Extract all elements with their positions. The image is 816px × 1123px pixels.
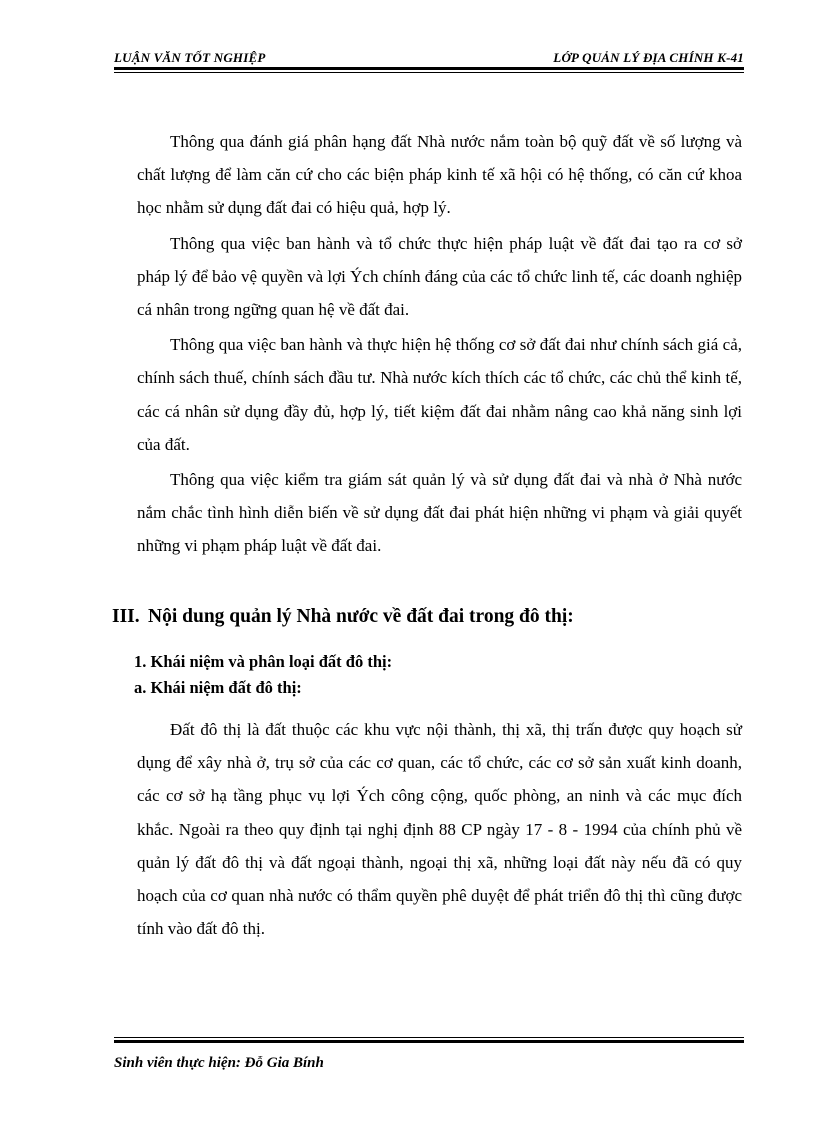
paragraph-5: Đất đô thị là đất thuộc các khu vực nội thành, thị xã, thị trấn được quy hoạch sử dụng để xây nhà ở, trụ sở của các cơ quan, các tổ chức, các cơ sở sản xuất kinh doanh, các cơ sở hạ tầng phục vụ lợi Ých công cộng, quốc phòng, an ninh và các mục đích khắc. Ngoài ra theo quy định tại nghị định 88 CP ngày 17 - 8 - 1994 của chính phủ về quản lý đất đô thị và đất ngoại thành, ngoại thị xã, những loại đất này nếu đã có quy hoạch của cơ quan nhà nước có thẩm quyền phê duyệt để phát triển đô thị thì cũng được tính vào đất đô thị.: [137, 720, 742, 939]
header-right-title: LỚP QUẢN LÝ ĐỊA CHÍNH K-41: [553, 50, 744, 65]
section-number: III.: [112, 606, 140, 627]
footer-rule-thick: [114, 1040, 744, 1043]
header-left-title: LUẬN VĂN TỐT NGHIỆP: [114, 50, 266, 65]
footer-rule-thin: [114, 1037, 744, 1038]
header-rule-thin: [114, 72, 744, 73]
subsection-heading: 1. Khái niệm và phân loại đất đô thị:: [134, 652, 393, 671]
body-block-2: [137, 713, 742, 945]
header-rule-thick: [114, 67, 744, 70]
paragraph-2: Thông qua việc ban hành và tổ chức thực hiện pháp luật về đất đai tạo ra cơ sở pháp lý để bảo vệ quyền và lợi Ých chính đáng của các tổ chức linh tế, các doanh nghiệp cá nhân trong ngững quan hệ về đất đai.: [137, 233, 742, 320]
paragraph-4: Thông qua việc kiểm tra giám sát quản lý và sử dụng đất đai và nhà ở Nhà nước nắm chắc tình hình diễn biến về sử dụng đất đai phát hiện những vi phạm và giải quyết những vi phạm pháp luật về đất đai.: [137, 470, 742, 556]
page-header: [114, 48, 744, 70]
body-block-1: [137, 125, 742, 563]
section-heading: [112, 606, 752, 628]
subsubsection-heading: a. Khái niệm đất đô thị:: [134, 678, 302, 697]
paragraph-3: Thông qua việc ban hành và thực hiện hệ thống cơ sở đất đai như chính sách giá cả, chính sách thuế, chính sách đầu tư. Nhà nước kích thích các tổ chức, các chủ thể kinh tế, các cá nhân sử dụng đầy đủ, hợp lý, tiết kiệm đất đai nhằm nâng cao khả năng sinh lợi của đất.: [137, 335, 742, 454]
paragraph-1: Thông qua đánh giá phân hạng đất Nhà nước nắm toàn bộ quỹ đất về số lượng và chất lượng để làm căn cứ cho các biện pháp kinh tế xã hội có hệ thống, có căn cứ khoa học nhằm sử dụng đất đai có hiệu quả, hợp lý.: [137, 132, 742, 218]
footer-author: Sinh viên thực hiện: Đỗ Gia Bính: [114, 1055, 324, 1071]
section-title: Nội dung quản lý Nhà nước về đất đai trong đô thị:: [148, 606, 574, 627]
